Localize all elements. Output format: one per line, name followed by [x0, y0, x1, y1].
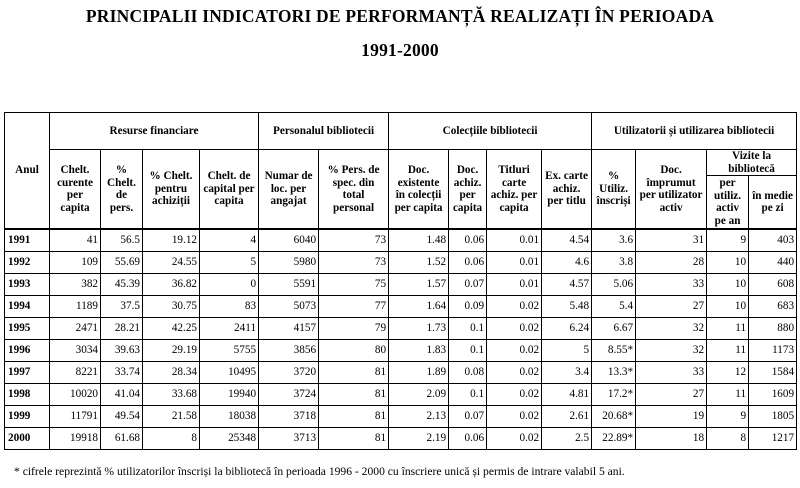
table-cell: 5.06 — [592, 274, 636, 296]
table-cell: 0.02 — [487, 428, 542, 450]
table-cell: 19940 — [200, 384, 259, 406]
table-cell: 41 — [50, 229, 101, 252]
table-cell: 2.09 — [389, 384, 449, 406]
table-cell: 2.61 — [542, 406, 592, 428]
table-cell: 3718 — [259, 406, 319, 428]
table-cell: 27 — [636, 384, 707, 406]
table-cell: 81 — [319, 362, 389, 384]
table-cell: 13.3* — [592, 362, 636, 384]
table-cell: 1584 — [749, 362, 797, 384]
table-cell: 73 — [319, 252, 389, 274]
table-cell: 5 — [200, 252, 259, 274]
table-cell: 45.39 — [101, 274, 143, 296]
table-cell: 30.75 — [143, 296, 200, 318]
table-cell: 880 — [749, 318, 797, 340]
table-cell: 0.07 — [449, 406, 487, 428]
table-cell: 1.64 — [389, 296, 449, 318]
table-cell: 81 — [319, 384, 389, 406]
table-cell: 0.07 — [449, 274, 487, 296]
document-title: PRINCIPALII INDICATORI DE PERFORMANȚĂ REALIZAȚI ÎN PERIOADA — [85, 6, 715, 26]
table-cell: 39.63 — [101, 340, 143, 362]
table-cell: 83 — [200, 296, 259, 318]
col-header: % Utiliz. înscriși — [592, 150, 636, 230]
col-header: Doc. achiz. per capita — [449, 150, 487, 230]
table-cell: 18038 — [200, 406, 259, 428]
table-cell: 32 — [636, 340, 707, 362]
table-cell: 22.89* — [592, 428, 636, 450]
table-cell: 11 — [707, 384, 749, 406]
table-cell: 18 — [636, 428, 707, 450]
year-cell: 1999 — [5, 406, 50, 428]
table-cell: 6.67 — [592, 318, 636, 340]
table-cell: 81 — [319, 428, 389, 450]
table-cell: 21.58 — [143, 406, 200, 428]
table-cell: 4.54 — [542, 229, 592, 252]
table-cell: 77 — [319, 296, 389, 318]
table-cell: 8 — [143, 428, 200, 450]
table-cell: 81 — [319, 406, 389, 428]
table-cell: 109 — [50, 252, 101, 274]
table-cell: 1.52 — [389, 252, 449, 274]
table-cell: 37.5 — [101, 296, 143, 318]
year-cell: 1998 — [5, 384, 50, 406]
year-cell: 1997 — [5, 362, 50, 384]
table-cell: 8.55* — [592, 340, 636, 362]
table-cell: 0.06 — [449, 252, 487, 274]
table-cell: 608 — [749, 274, 797, 296]
group-header-utilizatori: Utilizatorii și utilizarea bibliotecii — [592, 113, 797, 150]
table-cell: 33.68 — [143, 384, 200, 406]
table-cell: 1.48 — [389, 229, 449, 252]
table-cell: 0.08 — [449, 362, 487, 384]
table-cell: 19918 — [50, 428, 101, 450]
table-cell: 49.54 — [101, 406, 143, 428]
table-cell: 17.2* — [592, 384, 636, 406]
table-cell: 5.48 — [542, 296, 592, 318]
year-cell: 1996 — [5, 340, 50, 362]
table-cell: 31 — [636, 229, 707, 252]
table-cell: 403 — [749, 229, 797, 252]
table-cell: 5073 — [259, 296, 319, 318]
table-cell: 10 — [707, 296, 749, 318]
table-cell: 5.4 — [592, 296, 636, 318]
table-cell: 12 — [707, 362, 749, 384]
table-cell: 32 — [636, 318, 707, 340]
table-cell: 27 — [636, 296, 707, 318]
year-cell: 1993 — [5, 274, 50, 296]
table-cell: 1805 — [749, 406, 797, 428]
col-header: Chelt. curente per capita — [50, 150, 101, 230]
table-cell: 4.81 — [542, 384, 592, 406]
document-period: 1991-2000 — [361, 40, 439, 60]
col-header: Doc. existente în colecții per capita — [389, 150, 449, 230]
table-cell: 0.01 — [487, 229, 542, 252]
table-cell: 3034 — [50, 340, 101, 362]
table-row — [5, 340, 797, 362]
table-row — [5, 384, 797, 406]
col-header: în medie pe zi — [749, 176, 797, 230]
year-cell: 1991 — [5, 229, 50, 252]
table-cell: 0.02 — [487, 296, 542, 318]
col-header: % Chelt. de pers. — [101, 150, 143, 230]
table-cell: 41.04 — [101, 384, 143, 406]
table-cell: 55.69 — [101, 252, 143, 274]
table-cell: 28 — [636, 252, 707, 274]
table-cell: 6040 — [259, 229, 319, 252]
col-header: Chelt. de capital per capita — [200, 150, 259, 230]
table-cell: 683 — [749, 296, 797, 318]
table-cell: 1217 — [749, 428, 797, 450]
year-cell: 1995 — [5, 318, 50, 340]
table-cell: 56.5 — [101, 229, 143, 252]
table-cell: 80 — [319, 340, 389, 362]
table-row — [5, 428, 797, 450]
table-cell: 4 — [200, 229, 259, 252]
table-cell: 0.09 — [449, 296, 487, 318]
table-cell: 2471 — [50, 318, 101, 340]
table-cell: 8221 — [50, 362, 101, 384]
col-header: Numar de loc. per angajat — [259, 150, 319, 230]
table-row — [5, 252, 797, 274]
table-cell: 24.55 — [143, 252, 200, 274]
table-cell: 3.4 — [542, 362, 592, 384]
table-cell: 9 — [707, 406, 749, 428]
table-cell: 61.68 — [101, 428, 143, 450]
table-cell: 382 — [50, 274, 101, 296]
col-header: Doc. împrumut per utilizator activ — [636, 150, 707, 230]
table-cell: 0.01 — [487, 274, 542, 296]
table-cell: 0.02 — [487, 318, 542, 340]
year-cell: 1992 — [5, 252, 50, 274]
table-cell: 0.02 — [487, 362, 542, 384]
table-cell: 1189 — [50, 296, 101, 318]
table-cell: 0.1 — [449, 384, 487, 406]
group-header-resurse: Resurse financiare — [50, 113, 259, 150]
table-cell: 8 — [707, 428, 749, 450]
table-cell: 5591 — [259, 274, 319, 296]
table-cell: 11791 — [50, 406, 101, 428]
table-cell: 0.1 — [449, 318, 487, 340]
table-cell: 11 — [707, 318, 749, 340]
table-cell: 42.25 — [143, 318, 200, 340]
table-cell: 29.19 — [143, 340, 200, 362]
table-cell: 33.74 — [101, 362, 143, 384]
table-cell: 5980 — [259, 252, 319, 274]
table-cell: 0.06 — [449, 229, 487, 252]
table-cell: 28.21 — [101, 318, 143, 340]
table-cell: 0.02 — [487, 406, 542, 428]
col-header: Ex. carte achiz. per titlu — [542, 150, 592, 230]
table-cell: 0.06 — [449, 428, 487, 450]
table-cell: 33 — [636, 274, 707, 296]
table-row — [5, 296, 797, 318]
table-row — [5, 229, 797, 252]
group-header-colectii: Colecțiile bibliotecii — [389, 113, 592, 150]
table-cell: 2411 — [200, 318, 259, 340]
table-cell: 75 — [319, 274, 389, 296]
table-cell: 6.24 — [542, 318, 592, 340]
table-cell: 1.57 — [389, 274, 449, 296]
table-cell: 19 — [636, 406, 707, 428]
table-cell: 28.34 — [143, 362, 200, 384]
col-header: % Pers. de spec. din total personal — [319, 150, 389, 230]
year-cell: 1994 — [5, 296, 50, 318]
table-cell: 3724 — [259, 384, 319, 406]
table-cell: 0 — [200, 274, 259, 296]
table-cell: 9 — [707, 229, 749, 252]
table-cell: 36.82 — [143, 274, 200, 296]
table-cell: 2.13 — [389, 406, 449, 428]
table-cell: 4.57 — [542, 274, 592, 296]
table-cell: 2.5 — [542, 428, 592, 450]
year-header: Anul — [5, 113, 50, 230]
table-cell: 0.02 — [487, 384, 542, 406]
table-cell: 33 — [636, 362, 707, 384]
group-header-personal: Personalul bibliotecii — [259, 113, 389, 150]
table-cell: 10 — [707, 252, 749, 274]
table-row — [5, 406, 797, 428]
table-cell: 3.8 — [592, 252, 636, 274]
table-row — [5, 274, 797, 296]
table-cell: 20.68* — [592, 406, 636, 428]
table-cell: 440 — [749, 252, 797, 274]
table-cell: 4.6 — [542, 252, 592, 274]
table-cell: 19.12 — [143, 229, 200, 252]
table-cell: 1.83 — [389, 340, 449, 362]
table-cell: 11 — [707, 340, 749, 362]
group-header-vizite: Vizite la bibliotecă — [707, 150, 797, 176]
table-cell: 10020 — [50, 384, 101, 406]
col-header: per utiliz. activ pe an — [707, 176, 749, 230]
table-cell: 5755 — [200, 340, 259, 362]
footnote: * cifrele reprezintă % utilizatorilor înscriși la bibliotecă în perioada 1996 - 2000 cu înscriere unică și permis de intrare valabil 5 ani. — [14, 465, 625, 478]
year-cell: 2000 — [5, 428, 50, 450]
table-cell: 3.6 — [592, 229, 636, 252]
table-cell: 3713 — [259, 428, 319, 450]
table-cell: 10495 — [200, 362, 259, 384]
table-row — [5, 362, 797, 384]
table-cell: 79 — [319, 318, 389, 340]
table-cell: 25348 — [200, 428, 259, 450]
table-cell: 0.01 — [487, 252, 542, 274]
table-cell: 3856 — [259, 340, 319, 362]
table-cell: 1173 — [749, 340, 797, 362]
performance-table — [4, 112, 797, 450]
table-cell: 5 — [542, 340, 592, 362]
table-cell: 73 — [319, 229, 389, 252]
table-cell: 1609 — [749, 384, 797, 406]
col-header: Titluri carte achiz. per capita — [487, 150, 542, 230]
table-cell: 1.73 — [389, 318, 449, 340]
table-cell: 1.89 — [389, 362, 449, 384]
table-cell: 3720 — [259, 362, 319, 384]
table-cell: 0.1 — [449, 340, 487, 362]
table-cell: 0.02 — [487, 340, 542, 362]
table-cell: 2.19 — [389, 428, 449, 450]
table-cell: 4157 — [259, 318, 319, 340]
table-row — [5, 318, 797, 340]
table-cell: 10 — [707, 274, 749, 296]
col-header: % Chelt. pentru achiziții — [143, 150, 200, 230]
